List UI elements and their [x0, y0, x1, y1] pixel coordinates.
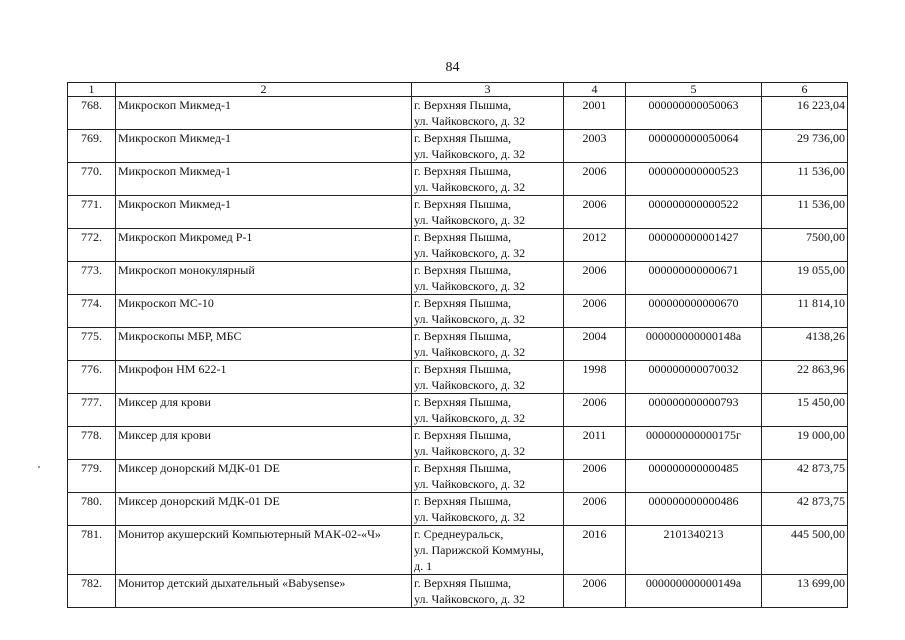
- row-number-cell: 773.: [68, 262, 116, 295]
- row-number-cell: 782.: [68, 575, 116, 608]
- address-line: ул. Чайковского, д. 32: [414, 279, 526, 293]
- amount-cell: 22 863,96: [762, 361, 848, 394]
- column-header-6: 6: [762, 83, 848, 97]
- address-cell: [412, 460, 564, 493]
- inventory-number-cell: 000000000000522: [626, 196, 762, 229]
- amount-cell: 11 814,10: [762, 295, 848, 328]
- row-number-cell: 775.: [68, 328, 116, 361]
- row-number-cell: 770.: [68, 163, 116, 196]
- amount-cell: 4138,26: [762, 328, 848, 361]
- inventory-number-cell: 000000000000148а: [626, 328, 762, 361]
- address-line: г. Верхняя Пышма,: [414, 329, 512, 343]
- item-name-cell: Миксер для крови: [116, 427, 412, 460]
- address-cell: [412, 328, 564, 361]
- amount-cell: 11 536,00: [762, 196, 848, 229]
- address-line: г. Среднеуральск,: [414, 527, 504, 541]
- address-line: ул. Чайковского, д. 32: [414, 510, 526, 524]
- item-name-cell: Микроскоп Микмед-1: [116, 97, 412, 130]
- table-row: [68, 460, 848, 493]
- address-line: г. Верхняя Пышма,: [414, 576, 512, 590]
- year-cell: 2004: [564, 328, 626, 361]
- year-cell: 2006: [564, 460, 626, 493]
- column-header-3: 3: [412, 83, 564, 97]
- row-number-cell: 772.: [68, 229, 116, 262]
- column-header-4: 4: [564, 83, 626, 97]
- address-cell: [412, 526, 564, 575]
- address-cell: [412, 163, 564, 196]
- item-name-cell: Микроскоп МС-10: [116, 295, 412, 328]
- address-cell: [412, 394, 564, 427]
- address-cell: [412, 97, 564, 130]
- amount-cell: 29 736,00: [762, 130, 848, 163]
- inventory-number-cell: 000000000000486: [626, 493, 762, 526]
- amount-cell: 19 000,00: [762, 427, 848, 460]
- amount-cell: 42 873,75: [762, 493, 848, 526]
- inventory-number-cell: 000000000000793: [626, 394, 762, 427]
- address-cell: [412, 196, 564, 229]
- address-cell: [412, 229, 564, 262]
- address-line: ул. Чайковского, д. 32: [414, 147, 526, 161]
- address-cell: [412, 427, 564, 460]
- column-header-5: 5: [626, 83, 762, 97]
- table-row: [68, 575, 848, 608]
- item-name-cell: Микрофон НМ 622-1: [116, 361, 412, 394]
- inventory-number-cell: 000000000000175г: [626, 427, 762, 460]
- table-row: [68, 163, 848, 196]
- inventory-table: [67, 82, 848, 608]
- row-number-cell: 777.: [68, 394, 116, 427]
- item-name-cell: Микроскоп Микромед Р-1: [116, 229, 412, 262]
- address-line: г. Верхняя Пышма,: [414, 98, 512, 112]
- address-line: г. Верхняя Пышма,: [414, 395, 512, 409]
- row-number-cell: 778.: [68, 427, 116, 460]
- column-header-2: 2: [116, 83, 412, 97]
- row-number-cell: 771.: [68, 196, 116, 229]
- address-line: г. Верхняя Пышма,: [414, 197, 512, 211]
- address-line: ул. Чайковского, д. 32: [414, 213, 526, 227]
- scan-speck: [38, 466, 40, 468]
- address-cell: [412, 575, 564, 608]
- year-cell: 2012: [564, 229, 626, 262]
- table-row: [68, 196, 848, 229]
- year-cell: 2006: [564, 295, 626, 328]
- item-name-cell: Монитор детский дыхательный «Babysense»: [116, 575, 412, 608]
- inventory-number-cell: 000000000070032: [626, 361, 762, 394]
- inventory-number-cell: 000000000000670: [626, 295, 762, 328]
- table-row: [68, 493, 848, 526]
- item-name-cell: Микроскоп Микмед-1: [116, 163, 412, 196]
- amount-cell: 13 699,00: [762, 575, 848, 608]
- table-row: [68, 295, 848, 328]
- table-row: [68, 97, 848, 130]
- page-number: 84: [445, 60, 460, 75]
- address-line: ул. Чайковского, д. 32: [414, 114, 526, 128]
- address-cell: [412, 262, 564, 295]
- address-line: ул. Чайковского, д. 32: [414, 345, 526, 359]
- inventory-number-cell: 000000000050064: [626, 130, 762, 163]
- address-line: г. Верхняя Пышма,: [414, 296, 512, 310]
- row-number-cell: 769.: [68, 130, 116, 163]
- year-cell: 2001: [564, 97, 626, 130]
- table-row: [68, 229, 848, 262]
- amount-cell: 11 536,00: [762, 163, 848, 196]
- header-row: [68, 83, 848, 97]
- year-cell: 1998: [564, 361, 626, 394]
- address-cell: [412, 130, 564, 163]
- row-number-cell: 780.: [68, 493, 116, 526]
- address-line: ул. Чайковского, д. 32: [414, 246, 526, 260]
- item-name-cell: Микроскоп Микмед-1: [116, 196, 412, 229]
- address-line: г. Верхняя Пышма,: [414, 362, 512, 376]
- table-header: [68, 83, 848, 97]
- amount-cell: 16 223,04: [762, 97, 848, 130]
- table-row: [68, 427, 848, 460]
- address-line: г. Верхняя Пышма,: [414, 428, 512, 442]
- item-name-cell: Монитор акушерский Компьютерный МАК-02-«Ч»: [116, 526, 412, 575]
- row-number-cell: 768.: [68, 97, 116, 130]
- item-name-cell: Миксер донорский МДК-01 DE: [116, 460, 412, 493]
- row-number-cell: 781.: [68, 526, 116, 575]
- year-cell: 2006: [564, 493, 626, 526]
- year-cell: 2006: [564, 394, 626, 427]
- table-row: [68, 328, 848, 361]
- item-name-cell: Миксер донорский МДК-01 DE: [116, 493, 412, 526]
- table-row: [68, 526, 848, 575]
- address-line: ул. Чайковского, д. 32: [414, 411, 526, 425]
- address-line: д. 1: [414, 559, 433, 573]
- item-name-cell: Миксер для крови: [116, 394, 412, 427]
- amount-cell: 15 450,00: [762, 394, 848, 427]
- address-cell: [412, 361, 564, 394]
- year-cell: 2016: [564, 526, 626, 575]
- address-line: г. Верхняя Пышма,: [414, 131, 512, 145]
- address-cell: [412, 493, 564, 526]
- table-row: [68, 262, 848, 295]
- year-cell: 2006: [564, 163, 626, 196]
- address-line: ул. Чайковского, д. 32: [414, 477, 526, 491]
- year-cell: 2006: [564, 262, 626, 295]
- table-row: [68, 361, 848, 394]
- address-line: ул. Чайковского, д. 32: [414, 378, 526, 392]
- year-cell: 2006: [564, 575, 626, 608]
- amount-cell: 7500,00: [762, 229, 848, 262]
- address-line: ул. Чайковского, д. 32: [414, 444, 526, 458]
- amount-cell: 42 873,75: [762, 460, 848, 493]
- amount-cell: 19 055,00: [762, 262, 848, 295]
- row-number-cell: 774.: [68, 295, 116, 328]
- item-name-cell: Микроскоп монокулярный: [116, 262, 412, 295]
- address-line: г. Верхняя Пышма,: [414, 263, 512, 277]
- address-line: ул. Парижской Коммуны,: [414, 543, 544, 557]
- inventory-number-cell: 000000000050063: [626, 97, 762, 130]
- address-line: г. Верхняя Пышма,: [414, 230, 512, 244]
- item-name-cell: Микроскоп Микмед-1: [116, 130, 412, 163]
- inventory-number-cell: 000000000001427: [626, 229, 762, 262]
- address-cell: [412, 295, 564, 328]
- inventory-number-cell: 000000000000523: [626, 163, 762, 196]
- address-line: г. Верхняя Пышма,: [414, 461, 512, 475]
- year-cell: 2006: [564, 196, 626, 229]
- row-number-cell: 779.: [68, 460, 116, 493]
- inventory-number-cell: 2101340213: [626, 526, 762, 575]
- address-line: ул. Чайковского, д. 32: [414, 180, 526, 194]
- year-cell: 2011: [564, 427, 626, 460]
- address-line: ул. Чайковского, д. 32: [414, 312, 526, 326]
- year-cell: 2003: [564, 130, 626, 163]
- inventory-number-cell: 000000000000671: [626, 262, 762, 295]
- inventory-number-cell: 000000000000149а: [626, 575, 762, 608]
- amount-cell: 445 500,00: [762, 526, 848, 575]
- item-name-cell: Микроскопы МБР, МБС: [116, 328, 412, 361]
- address-line: г. Верхняя Пышма,: [414, 494, 512, 508]
- address-line: г. Верхняя Пышма,: [414, 164, 512, 178]
- table-row: [68, 130, 848, 163]
- table-row: [68, 394, 848, 427]
- address-line: ул. Чайковского, д. 32: [414, 592, 526, 606]
- inventory-number-cell: 000000000000485: [626, 460, 762, 493]
- row-number-cell: 776.: [68, 361, 116, 394]
- table-body: [68, 97, 848, 608]
- column-header-1: 1: [68, 83, 116, 97]
